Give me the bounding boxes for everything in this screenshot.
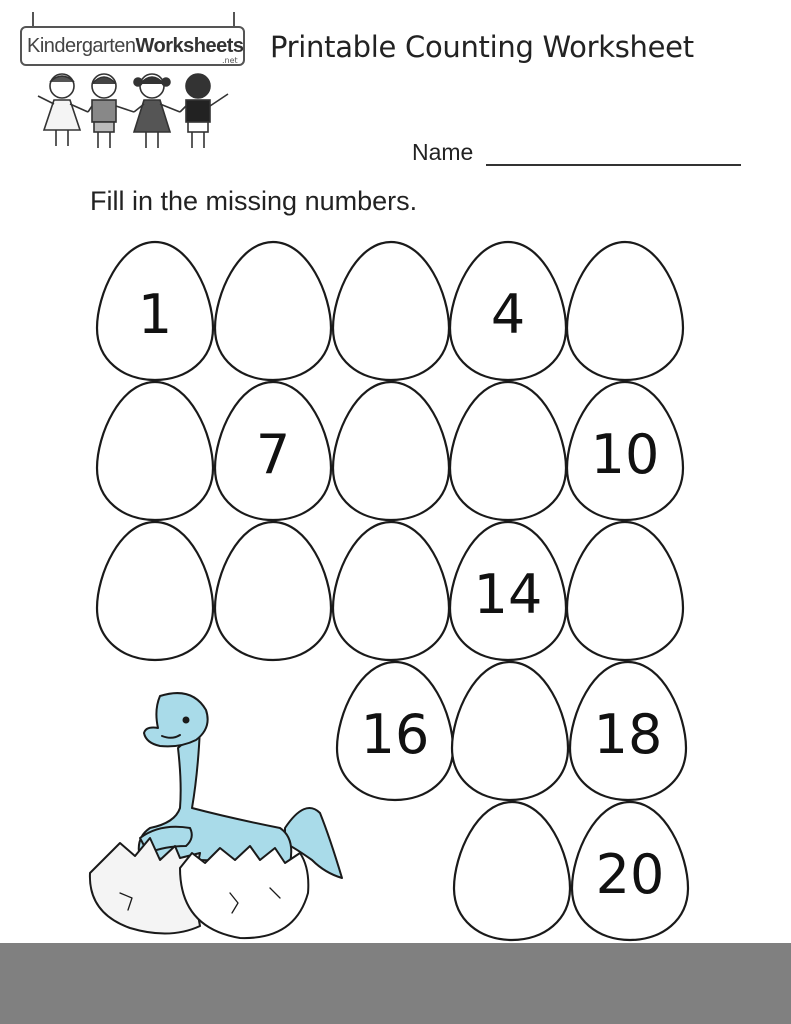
- logo-suffix: .net: [222, 56, 238, 65]
- instructions: Fill in the missing numbers.: [90, 186, 418, 216]
- egg-number-label: [213, 520, 333, 662]
- egg-blank[interactable]: [331, 380, 451, 522]
- egg-number-label: [450, 660, 570, 802]
- egg-number-label: 4: [490, 282, 526, 346]
- site-logo: [20, 26, 245, 66]
- logo-text-part1: Kindergarten: [27, 34, 136, 57]
- egg-number-label: 10: [590, 422, 660, 486]
- egg-blank[interactable]: [95, 380, 215, 522]
- egg-blank[interactable]: [565, 240, 685, 382]
- egg-number-label: 14: [473, 562, 543, 626]
- children-holding-hands-icon: [22, 68, 242, 156]
- egg-number-7: [213, 380, 333, 522]
- egg-number-label: 18: [593, 702, 663, 766]
- egg-number-label: [331, 380, 451, 522]
- egg-number-1: [95, 240, 215, 382]
- egg-blank[interactable]: [452, 800, 572, 942]
- egg-number-label: 20: [595, 842, 665, 906]
- egg-number-label: [95, 520, 215, 662]
- egg-number-label: [565, 520, 685, 662]
- name-input-line[interactable]: [486, 164, 741, 166]
- egg-blank[interactable]: [95, 520, 215, 662]
- egg-number-label: [213, 240, 333, 382]
- egg-number-label: 7: [255, 422, 291, 486]
- egg-blank[interactable]: [448, 380, 568, 522]
- egg-blank[interactable]: [213, 520, 333, 662]
- egg-number-label: [565, 240, 685, 382]
- egg-number-label: [452, 800, 572, 942]
- egg-number-14: [448, 520, 568, 662]
- egg-blank[interactable]: [450, 660, 570, 802]
- egg-blank[interactable]: [565, 520, 685, 662]
- name-label: Name: [412, 139, 474, 165]
- egg-blank[interactable]: [331, 240, 451, 382]
- egg-number-label: [448, 380, 568, 522]
- egg-number-label: [331, 520, 451, 662]
- egg-number-label: [95, 380, 215, 522]
- egg-blank[interactable]: [213, 240, 333, 382]
- egg-blank[interactable]: [331, 520, 451, 662]
- egg-number-4: [448, 240, 568, 382]
- logo-text-part2: Worksheets: [135, 34, 244, 57]
- egg-number-20: [570, 800, 690, 942]
- egg-number-10: [565, 380, 685, 522]
- egg-number-18: [568, 660, 688, 802]
- baby-dinosaur-hatching-icon: [80, 688, 360, 943]
- page-title: Printable Counting Worksheet: [270, 30, 694, 64]
- egg-number-label: 1: [137, 282, 173, 346]
- egg-number-label: 16: [360, 702, 430, 766]
- footer-bar: [0, 943, 791, 1024]
- egg-number-label: [331, 240, 451, 382]
